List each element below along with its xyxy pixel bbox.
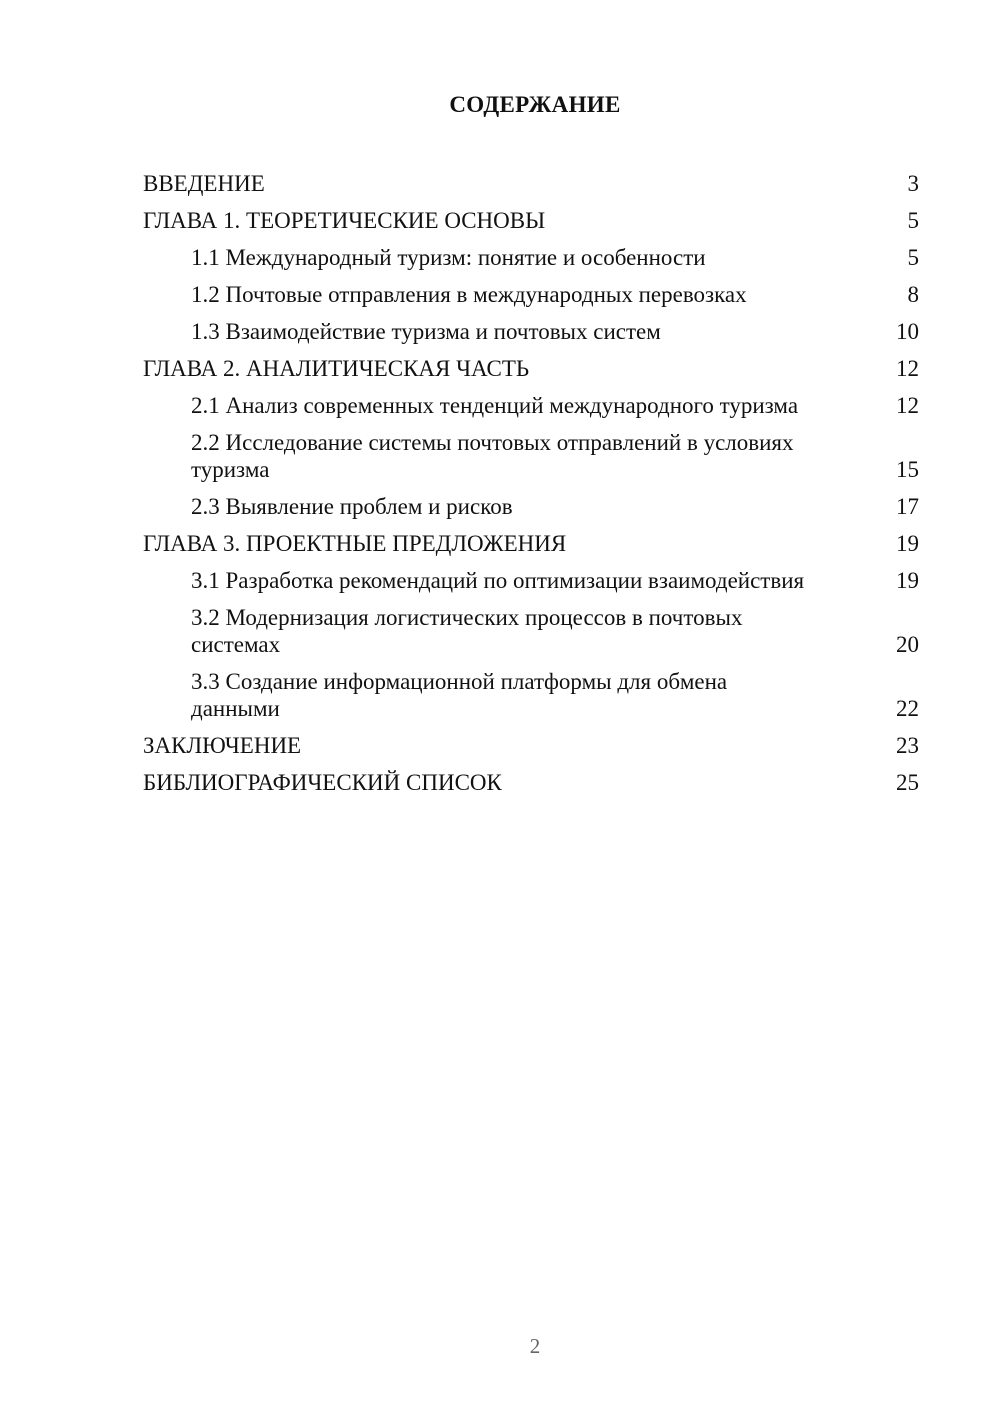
toc-entry-section-3-3 (143, 668, 919, 722)
toc-entry-page: 19 (896, 568, 919, 593)
toc-entry-page: 23 (896, 733, 919, 758)
toc-entry-page: 5 (907, 208, 919, 233)
toc-entry-section-3-2 (143, 604, 919, 658)
toc-entry-label: ЗАКЛЮЧЕНИЕ (143, 733, 302, 758)
toc-entry-bibliography (143, 769, 919, 796)
toc-entry-page: 8 (907, 282, 919, 307)
toc-entry-label: ВВЕДЕНИЕ (143, 171, 265, 196)
toc-entry-label: ГЛАВА 3. ПРОЕКТНЫЕ ПРЕДЛОЖЕНИЯ (143, 531, 567, 556)
toc-entry-page: 5 (907, 245, 919, 270)
toc-entry-chapter-2 (143, 355, 919, 382)
toc-entry-label: ГЛАВА 2. АНАЛИТИЧЕСКАЯ ЧАСТЬ (143, 356, 530, 381)
toc-entry-introduction (143, 170, 919, 197)
toc-entry-section-1-1 (143, 244, 919, 271)
toc-entry-section-3-1 (143, 567, 919, 594)
toc-entry-conclusion (143, 732, 919, 759)
page-title: СОДЕРЖАНИЕ (449, 92, 621, 117)
toc-entry-label: 2.3 Выявление проблем и рисков (191, 494, 513, 519)
toc-entry-page: 22 (896, 696, 919, 721)
toc-entry-label: 3.2 Модернизация логистических процессов в почтовых системах (191, 605, 743, 657)
toc-entry-page: 20 (896, 632, 919, 657)
toc-entry-page: 12 (896, 356, 919, 381)
toc-entry-label: 1.1 Международный туризм: понятие и особенности (191, 245, 706, 270)
toc-entry-section-2-2 (143, 429, 919, 483)
toc-entry-page: 19 (896, 531, 919, 556)
toc-entry-label: ГЛАВА 1. ТЕОРЕТИЧЕСКИЕ ОСНОВЫ (143, 208, 546, 233)
toc-entry-section-2-1 (143, 392, 919, 419)
toc-entry-page: 10 (896, 319, 919, 344)
toc-entry-label: 1.3 Взаимодействие туризма и почтовых систем (191, 319, 661, 344)
toc-entry-page: 25 (896, 770, 919, 795)
toc-entry-label: 3.3 Создание информационной платформы для обмена данными (191, 669, 728, 721)
toc-entry-label: 3.1 Разработка рекомендаций по оптимизации взаимодействия (191, 568, 805, 593)
toc-entry-section-1-2 (143, 281, 919, 308)
table-of-contents (143, 170, 919, 796)
toc-entry-page: 12 (896, 393, 919, 418)
toc-entry-chapter-3 (143, 530, 919, 557)
toc-entry-page: 15 (896, 457, 919, 482)
toc-entry-page: 3 (907, 171, 919, 196)
toc-entry-chapter-1 (143, 207, 919, 234)
toc-entry-section-1-3 (143, 318, 919, 345)
toc-entry-label: 1.2 Почтовые отправления в международных перевозках (191, 282, 747, 307)
toc-entry-label: 2.1 Анализ современных тенденций международного туризма (191, 393, 799, 418)
toc-entry-section-2-3 (143, 493, 919, 520)
toc-entry-label: 2.2 Исследование системы почтовых отправлений в условиях туризма (191, 430, 794, 482)
toc-entry-label: БИБЛИОГРАФИЧЕСКИЙ СПИСОК (143, 770, 502, 795)
page-number: 2 (529, 1334, 541, 1358)
toc-entry-page: 17 (896, 494, 919, 519)
